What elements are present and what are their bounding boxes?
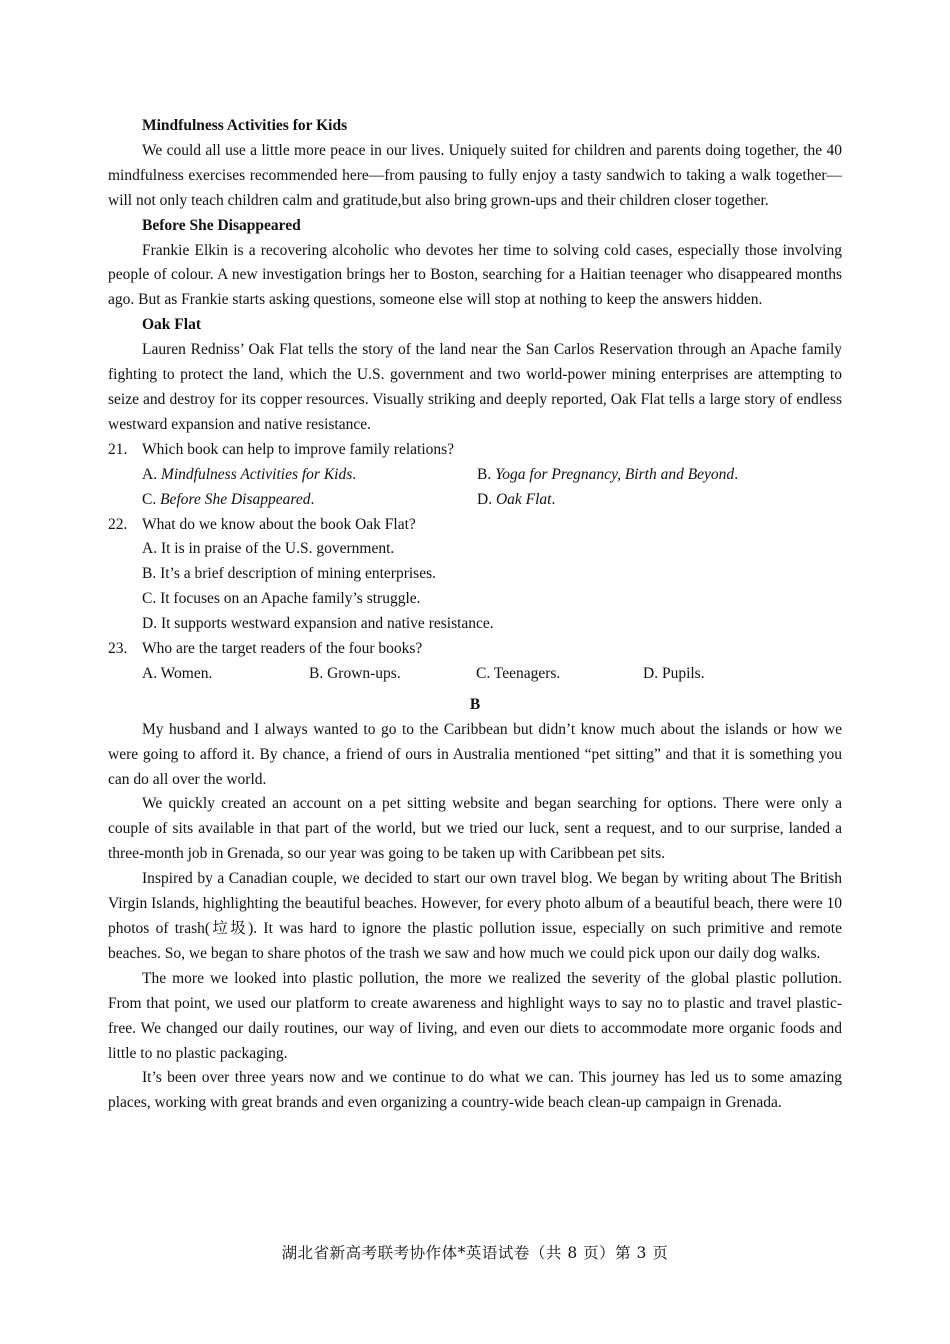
question-21-options-row-1 [108,463,842,488]
section-b-label: B [469,695,481,713]
option-b[interactable]: B. Grown-ups. [309,664,401,682]
option-a[interactable]: A. Women. [142,664,213,682]
option-b[interactable]: B. Yoga for Pregnancy, Birth and Beyond. [477,465,739,483]
question-23-options [108,662,842,687]
question-text: What do we know about the book Oak Flat? [142,515,416,533]
option-c[interactable]: C. It focuses on an Apache family’s struggle. [142,590,421,608]
section-b-paragraph-4: The more we looked into plastic pollution, the more we realized the severity of the global plastic pollution. From that point, we used our platform to create awareness and highlight ways to say no to plastic and travel plastic-free. We changed our daily routines, our way of living, and even our diets to accommodate more organic foods and little to no plastic packaging. [108,969,842,1062]
page-footer: 湖北省新高考联考协作体*英语试卷（共 8 页）第 3 页 [281,1244,669,1262]
book1-title: Mindfulness Activities for Kids [142,117,348,134]
book3-description: Lauren Redniss’ Oak Flat tells the story of the land near the San Carlos Reservation through an Apache family fighting to protect the land, which the U.S. government and two world-power mining enterprises are attempting to seize and destroy for its copper resources. Visually striking and deeply reported, Oak Flat tells a large story of endless westward expansion and native resistance. [108,341,842,433]
question-number: 22. [108,515,128,533]
book2-title: Before She Disappeared [142,216,301,234]
question-21-options-row-2 [108,488,842,513]
book3-title: Oak Flat [142,316,201,334]
question-21 [108,438,842,463]
book2-description: Frankie Elkin is a recovering alcoholic who devotes her time to solving cold cases, especially those involving people of colour. A new investigation brings her to Boston, searching for a Haitian teenager who disappeared months ago. But as Frankie starts asking questions, someone else will stop at nothing to keep the answers hidden. [108,241,842,309]
question-22 [108,513,842,538]
option-d[interactable]: D. Pupils. [643,664,705,682]
option-c[interactable]: C. Before She Disappeared. [142,490,315,508]
section-b-paragraph-5: It’s been over three years now and we continue to do what we can. This journey has led us to some amazing places, working with great brands and even organizing a country-wide beach clean-up campaign in Grenada. [108,1069,842,1112]
question-number: 21. [108,440,128,458]
option-a[interactable]: A. It is in praise of the U.S. government. [142,540,395,558]
section-b-paragraph-1: My husband and I always wanted to go to the Caribbean but didn’t know much about the islands or how we were going to afford it. By chance, a friend of ours in Australia mentioned “pet sitting” and that it is something you can do all over the world. [108,720,842,788]
section-b-paragraph-3: Inspired by a Canadian couple, we decided to start our own travel blog. We began by writing about The British Virgin Islands, highlighting the beautiful beaches. However, for every photo album of a beautiful beach, there were 10 photos of trash(垃圾). It was hard to ignore the plastic pollution issue, especially on such primitive and remote beaches. So, we began to share photos of the trash we saw and how much we could pick upon our daily dog walks. [108,870,842,962]
question-text: Which book can help to improve family relations? [142,440,455,458]
question-23 [108,637,842,662]
book1-description: We could all use a little more peace in our lives. Uniquely suited for children and parents doing together, the 40 mindfulness exercises recommended here—from pausing to fully enjoy a tasty sandwich to taking a walk together—will not only teach children calm and gratitude,but also bring grown-ups and their children closer together. [108,141,842,209]
option-c[interactable]: C. Teenagers. [476,664,561,682]
section-b-paragraph-2: We quickly created an account on a pet sitting website and began searching for options. There were only a couple of sits available in that part of the world, but we tried our luck, sent a request, and to our surprise, landed a three-month job in Grenada, so our year was going to be taken up with Caribbean pet sits. [108,795,842,863]
option-b[interactable]: B. It’s a brief description of mining enterprises. [142,565,437,583]
option-a[interactable]: A. Mindfulness Activities for Kids. [142,465,357,483]
option-d[interactable]: D. It supports westward expansion and native resistance. [142,615,494,633]
option-d[interactable]: D. Oak Flat. [477,490,556,508]
exam-page-body [108,114,842,1116]
question-text: Who are the target readers of the four books? [142,640,423,658]
question-number: 23. [108,640,128,658]
